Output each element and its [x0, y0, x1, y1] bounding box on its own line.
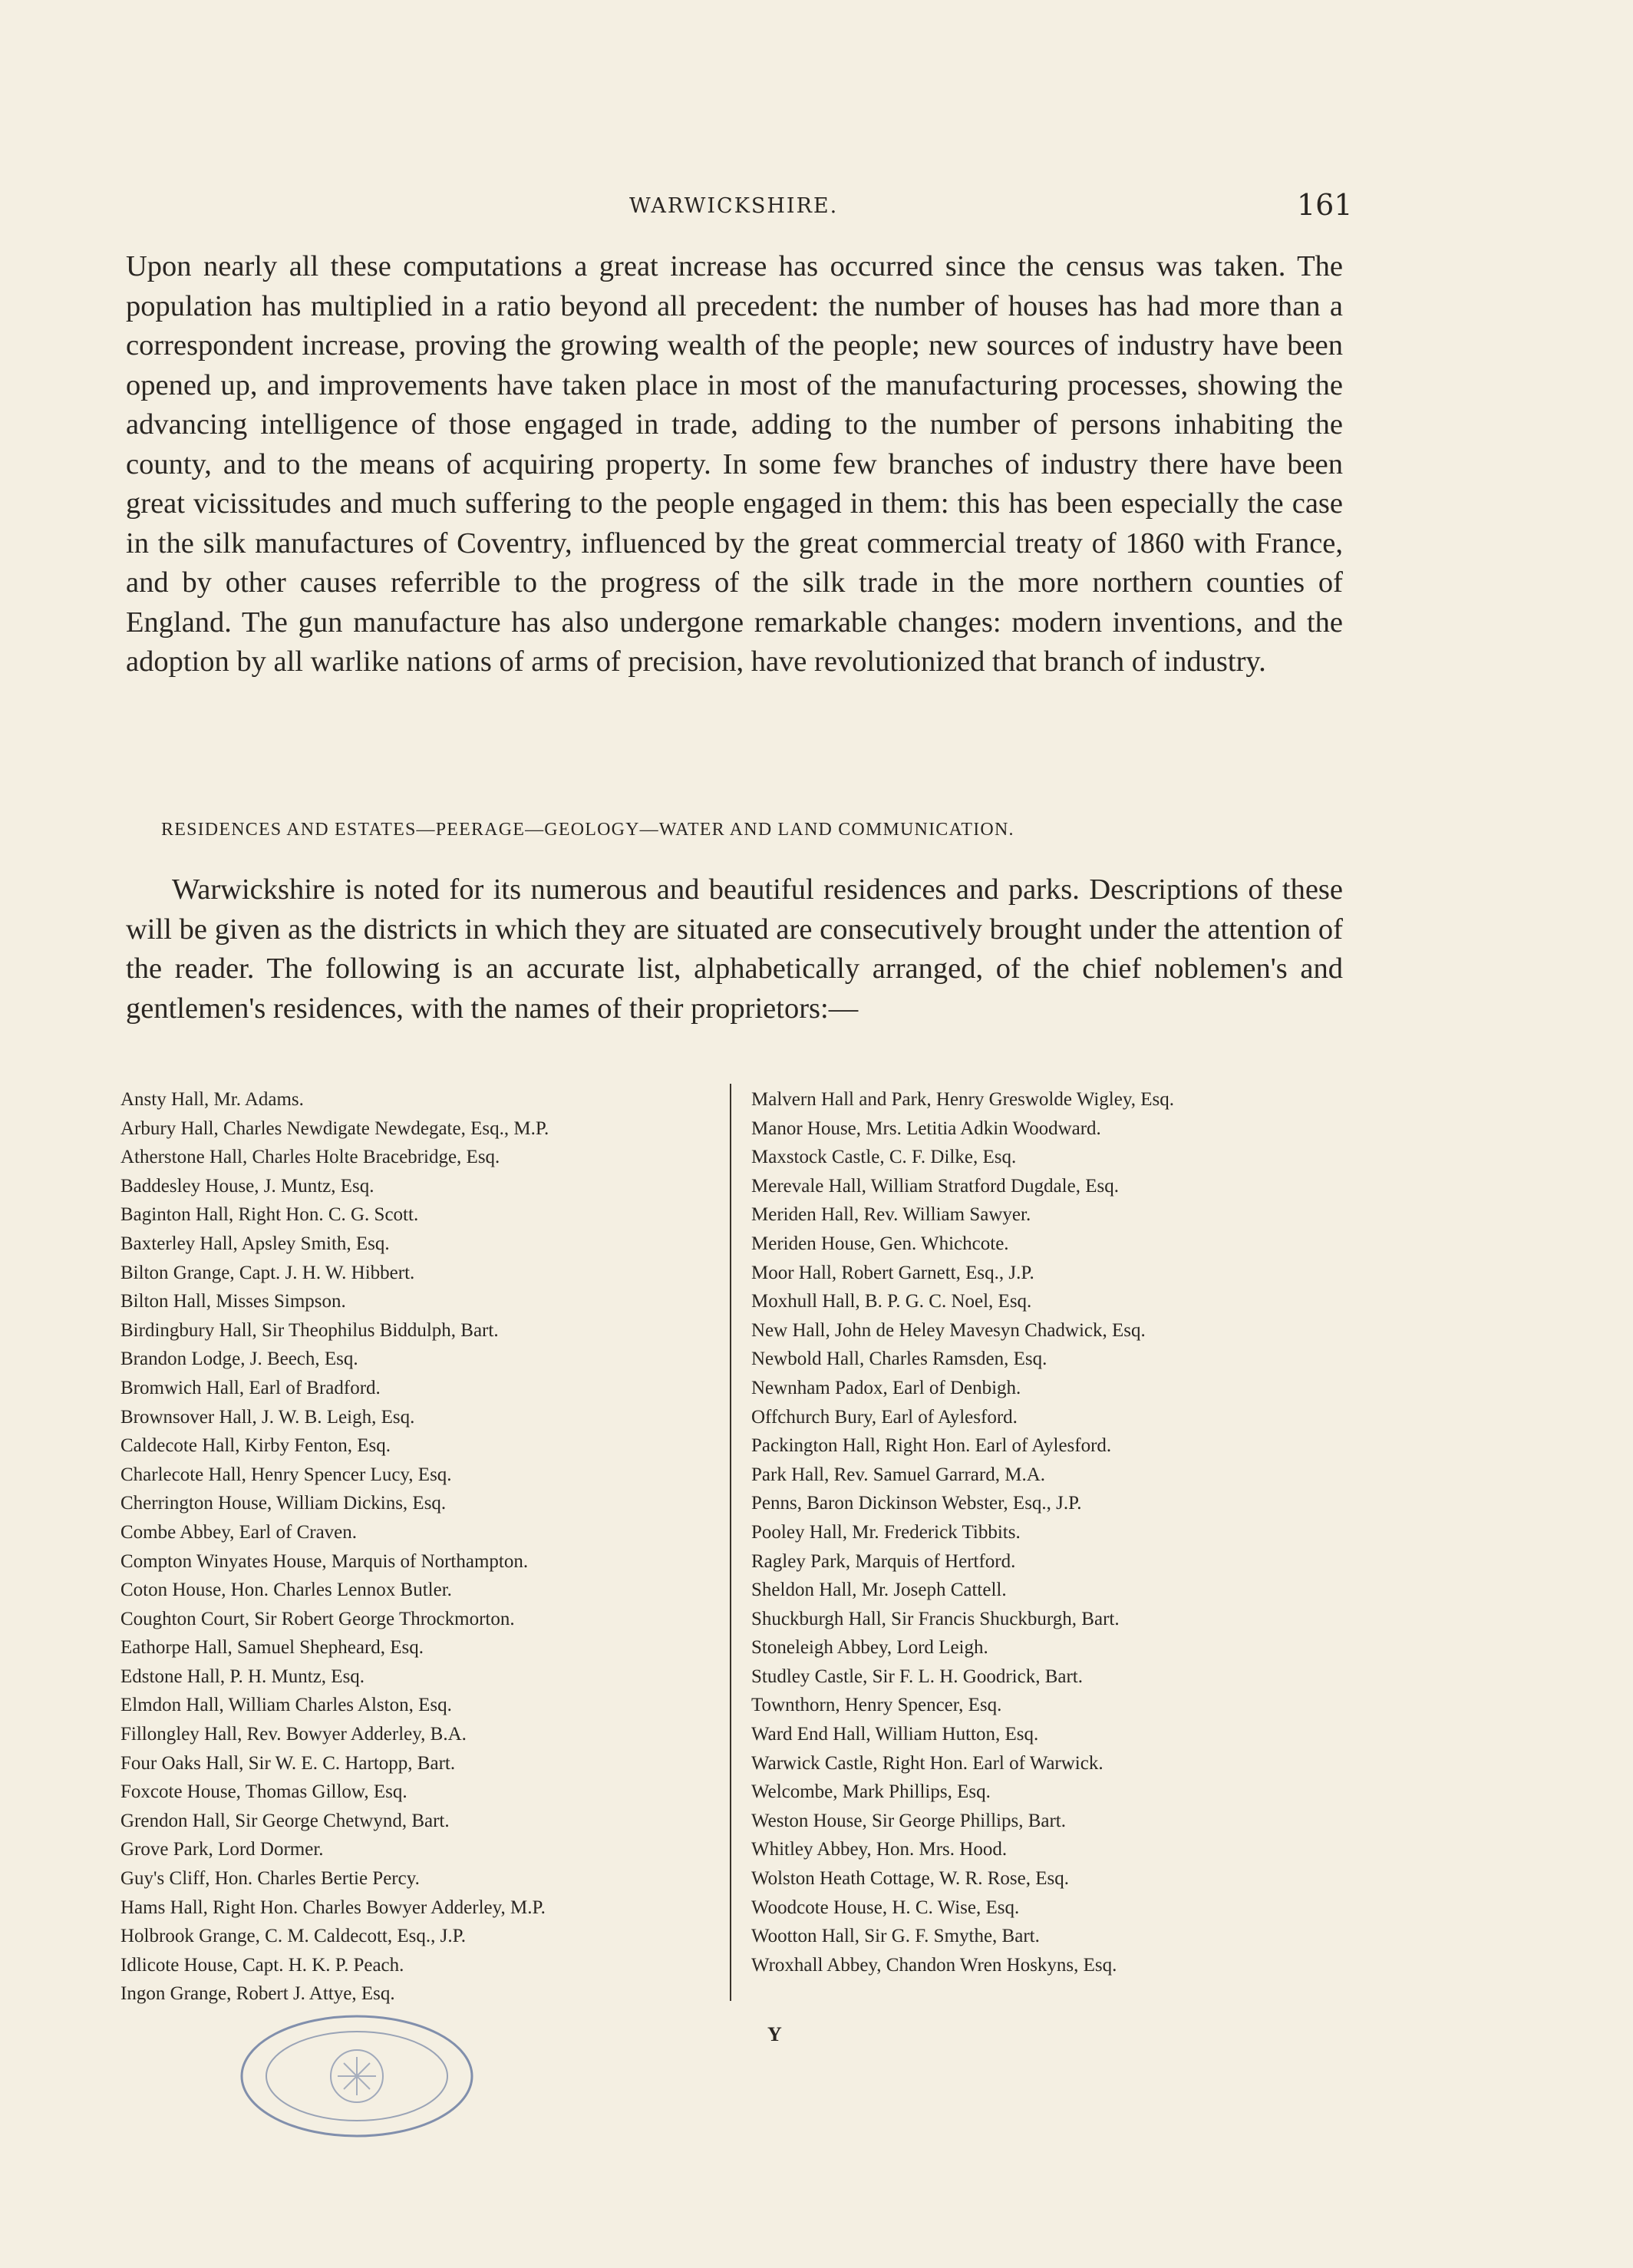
residence-entry: Fillongley Hall, Rev. Bowyer Adderley, B.A. [120, 1724, 467, 1745]
residence-entry: Baginton Hall, Right Hon. C. G. Scott. [120, 1204, 419, 1226]
residence-entry: Moxhull Hall, B. P. G. C. Noel, Esq. [751, 1291, 1032, 1312]
residence-entry: Whitley Abbey, Hon. Mrs. Hood. [751, 1839, 1008, 1860]
residence-entry: Combe Abbey, Earl of Craven. [120, 1521, 358, 1543]
residence-entry: Merevale Hall, William Stratford Dugdale, Esq. [751, 1175, 1119, 1197]
residence-entry: Malvern Hall and Park, Henry Greswolde Wigley, Esq. [751, 1089, 1174, 1110]
residence-entry: Elmdon Hall, William Charles Alston, Esq. [120, 1695, 452, 1716]
residence-entry: Bilton Hall, Misses Simpson. [120, 1291, 346, 1312]
residence-entry: Wroxhall Abbey, Chandon Wren Hoskyns, Esq. [751, 1954, 1117, 1976]
residence-entry: Brandon Lodge, J. Beech, Esq. [120, 1349, 358, 1370]
residence-entry: Ward End Hall, William Hutton, Esq. [751, 1724, 1039, 1745]
residence-entry: Maxstock Castle, C. F. Dilke, Esq. [751, 1147, 1017, 1168]
residence-entry: Foxcote House, Thomas Gillow, Esq. [120, 1781, 407, 1803]
residence-entry: Hams Hall, Right Hon. Charles Bowyer Adderley, M.P. [120, 1897, 546, 1918]
residence-entry: Grendon Hall, Sir George Chetwynd, Bart. [120, 1810, 450, 1831]
residence-entry: Bilton Grange, Capt. J. H. W. Hibbert. [120, 1262, 415, 1283]
residence-entry: New Hall, John de Heley Mavesyn Chadwick, Esq. [751, 1319, 1146, 1341]
residence-entry: Park Hall, Rev. Samuel Garrard, M.A. [751, 1464, 1046, 1485]
residence-entry: Four Oaks Hall, Sir W. E. C. Hartopp, Bart. [120, 1752, 456, 1774]
residence-entry: Baxterley Hall, Apsley Smith, Esq. [120, 1233, 390, 1254]
residence-entry: Cherrington House, William Dickins, Esq. [120, 1493, 447, 1514]
residence-entry: Caldecote Hall, Kirby Fenton, Esq. [120, 1435, 391, 1457]
residence-entry: Baddesley House, J. Muntz, Esq. [120, 1175, 374, 1197]
residence-entry: Ingon Grange, Robert J. Attye, Esq. [120, 1983, 395, 2005]
residence-entry: Idlicote House, Capt. H. K. P. Peach. [120, 1954, 404, 1976]
residence-entry: Wootton Hall, Sir G. F. Smythe, Bart. [751, 1926, 1040, 1947]
residence-entry: Woodcote House, H. C. Wise, Esq. [751, 1897, 1020, 1918]
residence-entry: Stoneleigh Abbey, Lord Leigh. [751, 1637, 988, 1659]
residences-list-right [751, 1085, 1350, 1979]
residence-entry: Eathorpe Hall, Samuel Shepheard, Esq. [120, 1637, 424, 1659]
residence-entry: Compton Winyates House, Marquis of Northampton. [120, 1550, 529, 1572]
residence-entry: Charlecote Hall, Henry Spencer Lucy, Esq. [120, 1464, 452, 1485]
residences-paragraph: Warwickshire is noted for its numerous and beautiful residences and parks. Descriptions of these will be given as the districts in which they are situated are consecutively brought under the attention of the reader. The following is an accurate list, alphabetically arranged, of the chief noblemen's and gentlemen's residences, with the names of their proprietors:— [126, 873, 1343, 1025]
signature-mark: Y [767, 2023, 782, 2045]
residence-entry: Packington Hall, Right Hon. Earl of Aylesford. [751, 1435, 1112, 1457]
residence-entry: Ansty Hall, Mr. Adams. [120, 1089, 304, 1110]
section-heading: RESIDENCES AND ESTATES—PEERAGE—GEOLOGY—WATER AND LAND COMMUNICATION. [161, 820, 1014, 840]
residence-entry: Holbrook Grange, C. M. Caldecott, Esq., J.P. [120, 1926, 466, 1947]
residence-entry: Manor House, Mrs. Letitia Adkin Woodward. [751, 1117, 1101, 1139]
running-head: WARWICKSHIRE. [629, 194, 839, 218]
residence-entry: Birdingbury Hall, Sir Theophilus Biddulph, Bart. [120, 1319, 499, 1341]
residence-entry: Penns, Baron Dickinson Webster, Esq., J.P. [751, 1493, 1082, 1514]
residence-entry: Wolston Heath Cottage, W. R. Rose, Esq. [751, 1868, 1069, 1890]
column-divider [730, 1084, 731, 2001]
residence-entry: Newbold Hall, Charles Ramsden, Esq. [751, 1349, 1047, 1370]
residence-entry: Moor Hall, Robert Garnett, Esq., J.P. [751, 1262, 1034, 1283]
museum-stamp [230, 1999, 483, 2138]
residence-entry: Sheldon Hall, Mr. Joseph Cattell. [751, 1580, 1007, 1601]
residence-entry: Shuckburgh Hall, Sir Francis Shuckburgh, Bart. [751, 1608, 1120, 1629]
page-number: 161 [1297, 188, 1353, 222]
residence-entry: Ragley Park, Marquis of Hertford. [751, 1550, 1016, 1572]
residence-entry: Meriden House, Gen. Whichcote. [751, 1233, 1009, 1254]
residence-entry: Bromwich Hall, Earl of Bradford. [120, 1377, 381, 1398]
residence-entry: Guy's Cliff, Hon. Charles Bertie Percy. [120, 1868, 420, 1890]
residence-entry: Coton House, Hon. Charles Lennox Butler. [120, 1580, 452, 1601]
residence-entry: Offchurch Bury, Earl of Aylesford. [751, 1406, 1018, 1428]
residence-entry: Arbury Hall, Charles Newdigate Newdegate, Esq., M.P. [120, 1117, 549, 1139]
residence-entry: Townthorn, Henry Spencer, Esq. [751, 1695, 1002, 1716]
residence-entry: Weston House, Sir George Phillips, Bart. [751, 1810, 1066, 1831]
residence-entry: Edstone Hall, P. H. Muntz, Esq. [120, 1666, 365, 1687]
residence-entry: Brownsover Hall, J. W. B. Leigh, Esq. [120, 1406, 415, 1428]
page-header [0, 188, 1633, 226]
residence-entry: Studley Castle, Sir F. L. H. Goodrick, Bart. [751, 1666, 1083, 1687]
residences-list-left [120, 1085, 719, 2009]
residence-entry: Welcombe, Mark Phillips, Esq. [751, 1781, 991, 1803]
intro-paragraph: Upon nearly all these computations a great increase has occurred since the census was taken. The population has multiplied in a ratio beyond all precedent: the number of houses has had more than a correspondent increase, proving the growing wealth of the people; new sources of industry have been opened up, and improvements have taken place in most of the manufacturing processes, showing the advancing intelligence of those engaged in trade, adding to the number of persons inhabiting the county, and to the means of acquiring property. In some few branches of industry there have been great vicissitudes and much suffering to the people engaged in them: this has been especially the case in the silk manufactures of Coventry, influenced by the great commercial treaty of 1860 with France, and by other causes referrible to the progress of the silk trade in the more northern counties of England. The gun manufacture has also undergone remarkable changes: modern inventions, and the adoption by all warlike nations of arms of precision, have revolutionized that branch of industry. [126, 250, 1343, 678]
residence-entry: Pooley Hall, Mr. Frederick Tibbits. [751, 1521, 1021, 1543]
residence-entry: Warwick Castle, Right Hon. Earl of Warwick. [751, 1752, 1104, 1774]
residence-entry: Newnham Padox, Earl of Denbigh. [751, 1377, 1021, 1398]
residence-entry: Coughton Court, Sir Robert George Throckmorton. [120, 1608, 515, 1629]
residence-entry: Meriden Hall, Rev. William Sawyer. [751, 1204, 1031, 1226]
residence-entry: Grove Park, Lord Dormer. [120, 1839, 324, 1860]
residence-entry: Atherstone Hall, Charles Holte Bracebridge, Esq. [120, 1147, 500, 1168]
